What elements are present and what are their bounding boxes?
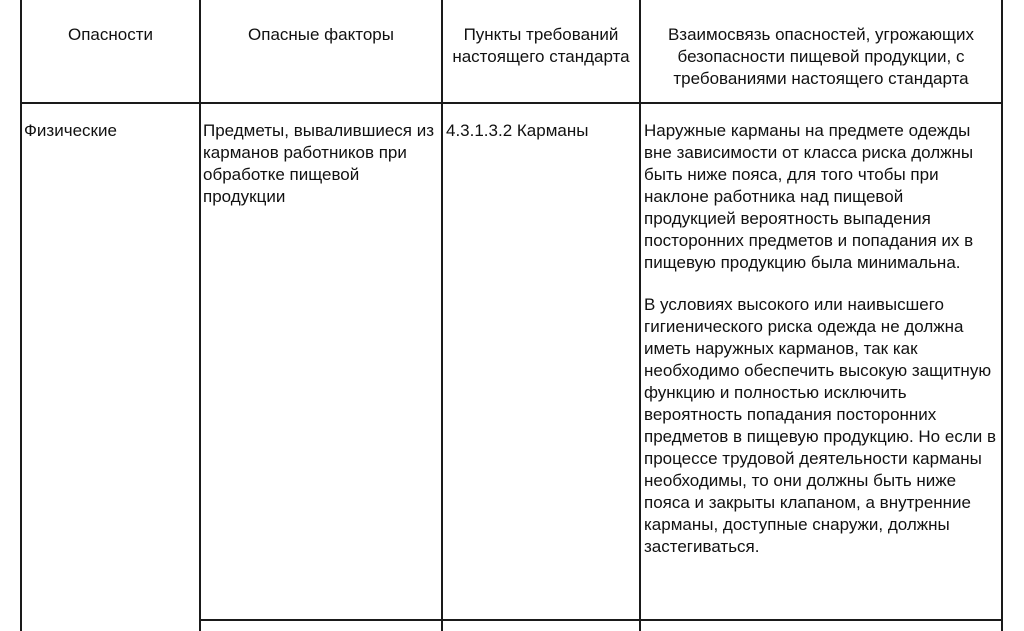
row-divider (20, 102, 1003, 104)
header-relation: Взаимосвязь опасностей, угрожающих безопасности пищевой продукции, с требованиями настоящего стандарта (667, 25, 975, 88)
column-divider (20, 0, 22, 631)
column-divider (441, 0, 443, 631)
column-divider (1001, 0, 1003, 631)
cell-standard-clause: 4.3.1.3.2 Карманы (446, 121, 589, 140)
column-divider (199, 0, 201, 631)
row-divider (199, 619, 1003, 621)
cell-hazard-factor: Предметы, вывалившиеся из карманов работников при обработке пищевой продукции (203, 121, 435, 206)
cell-hazard: Физические (24, 121, 117, 140)
relation-paragraph-1: Наружные карманы на предмете одежды вне зависимости от класса риска должны быть ниже пояса, для того чтобы при наклоне работника над пищевой продукцией вероятность выпадения посторонних предметов и попадания их в пищевую продукцию была минимальна. (644, 121, 974, 272)
header-hazards: Опасности (67, 25, 153, 44)
header-hazard-factors: Опасные факторы (248, 25, 394, 44)
cell-relation (644, 120, 997, 558)
column-divider (639, 0, 641, 631)
relation-paragraph-2: В условиях высокого или наивысшего гигиенического риска одежда не должна иметь наружных карманов, так как необходимо обеспечить высокую защитную функцию и полностью исключить вероятность попадания посторонних предметов в пищевую продукцию. Но если в процессе трудовой деятельности карманы необходимы, то они должны быть ниже пояса и закрыты клапаном, а внутренние карманы, доступные снаружи, должны застегиваться. (644, 295, 996, 556)
header-standard-clauses: Пункты требований настоящего стандарта (452, 25, 630, 66)
